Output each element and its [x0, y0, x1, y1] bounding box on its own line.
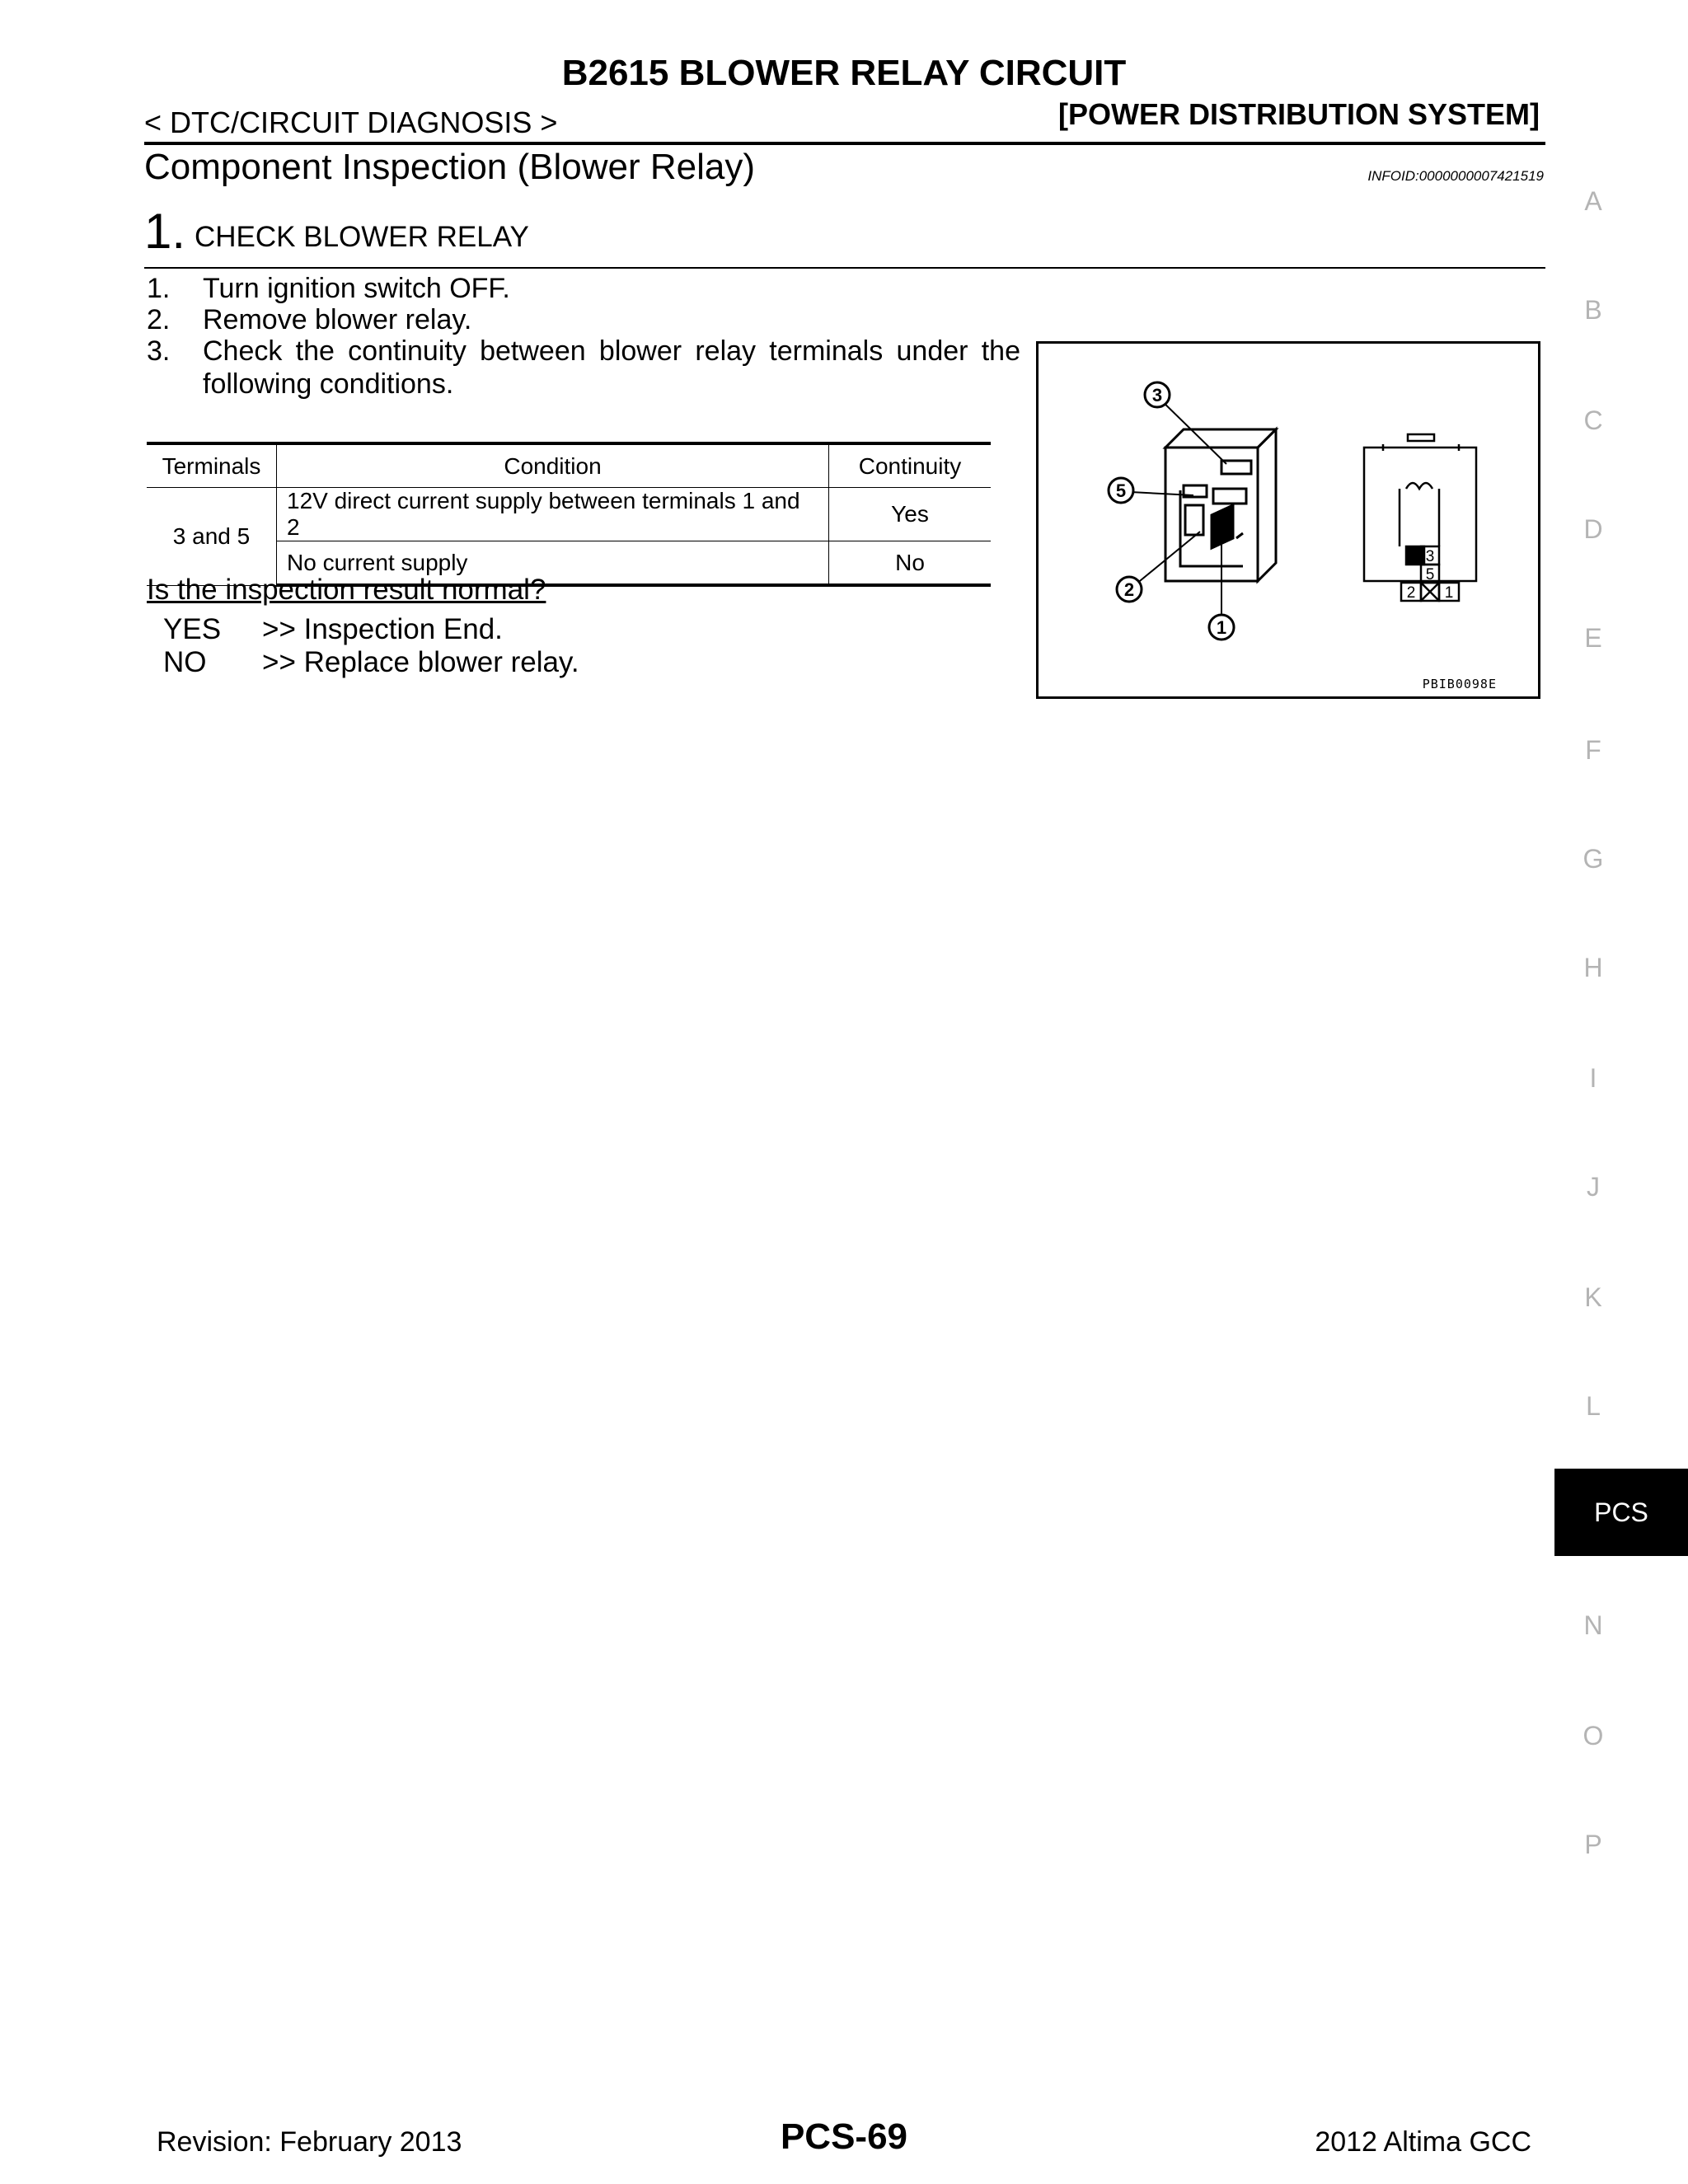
- footer-page-number: PCS-69: [780, 2116, 908, 2157]
- side-index-h[interactable]: H: [1583, 953, 1603, 982]
- side-index-e[interactable]: E: [1584, 623, 1602, 653]
- side-index-n[interactable]: N: [1583, 1610, 1603, 1640]
- table-cell-continuity: Yes: [829, 488, 992, 541]
- side-index-g[interactable]: G: [1582, 844, 1604, 874]
- inspection-table: [147, 442, 991, 587]
- side-index-o[interactable]: O: [1582, 1721, 1604, 1750]
- table-header-terminals: Terminals: [147, 443, 277, 488]
- instruction-item: [147, 272, 1020, 305]
- section-title: Component Inspection (Blower Relay): [144, 147, 756, 187]
- side-index-p[interactable]: P: [1584, 1830, 1602, 1859]
- answer-no-text: >> Replace blower relay.: [262, 646, 579, 678]
- side-index-d[interactable]: D: [1583, 514, 1603, 544]
- footer-revision: Revision: February 2013: [157, 2126, 462, 2158]
- info-id: INFOID:0000000007421519: [1367, 168, 1544, 184]
- instruction-item: [147, 335, 1020, 368]
- side-index-pcs-active[interactable]: PCS: [1554, 1469, 1688, 1556]
- side-index-k[interactable]: K: [1584, 1282, 1602, 1312]
- breadcrumb: < DTC/CIRCUIT DIAGNOSIS >: [144, 105, 558, 139]
- table-cell-condition: No current supply: [277, 541, 829, 586]
- instruction-text: Turn ignition switch OFF.: [203, 273, 510, 304]
- header-rule: [144, 142, 1545, 145]
- callout-3: 3: [1151, 385, 1163, 405]
- side-index-j[interactable]: J: [1587, 1172, 1600, 1202]
- instruction-text: Remove blower relay.: [203, 304, 472, 335]
- figure-id: PBIB0098E: [1422, 677, 1497, 691]
- side-index-f[interactable]: F: [1585, 735, 1601, 765]
- schematic-terminal-3: 3: [1425, 548, 1435, 565]
- schematic-terminal-2: 2: [1406, 584, 1416, 602]
- table-header-condition: Condition: [277, 443, 829, 488]
- relay-schematic: [1364, 434, 1476, 601]
- side-index-b[interactable]: B: [1584, 295, 1602, 325]
- instruction-number: 1.: [147, 273, 171, 304]
- blower-relay-figure: [1036, 341, 1540, 699]
- table-header-continuity: Continuity: [829, 443, 992, 488]
- side-index-c[interactable]: C: [1583, 405, 1603, 435]
- callout-2: 2: [1123, 579, 1135, 600]
- instruction-item: [147, 303, 1020, 336]
- callout-5: 5: [1115, 480, 1127, 501]
- instruction-item-continued: [147, 368, 1020, 401]
- instruction-number: 3.: [147, 335, 171, 367]
- inspection-question: Is the inspection result normal?: [147, 574, 546, 606]
- side-index-l[interactable]: L: [1586, 1391, 1601, 1421]
- schematic-terminal-1: 1: [1444, 584, 1454, 602]
- step-title: CHECK BLOWER RELAY: [195, 221, 529, 253]
- step-number: 1.: [144, 204, 186, 259]
- instruction-text: following conditions.: [203, 368, 454, 400]
- instruction-text: Check the continuity between blower relay terminals under the: [203, 335, 1020, 367]
- table-cell-terminals: 3 and 5: [147, 488, 277, 586]
- table-cell-continuity: No: [829, 541, 992, 586]
- callout-1: 1: [1216, 617, 1227, 638]
- table-row: [147, 488, 991, 541]
- relay-illustration: [1039, 344, 1538, 696]
- answer-yes-label: YES: [163, 613, 222, 645]
- system-label: [POWER DISTRIBUTION SYSTEM]: [1058, 97, 1540, 131]
- step-rule: [144, 267, 1545, 269]
- table-cell-condition: 12V direct current supply between terminals 1 and 2: [277, 488, 829, 541]
- footer-model: 2012 Altima GCC: [1315, 2126, 1531, 2158]
- document-title: B2615 BLOWER RELAY CIRCUIT: [561, 53, 1127, 93]
- instruction-number: 2.: [147, 304, 171, 335]
- answer-no-label: NO: [163, 646, 207, 678]
- answer-yes-text: >> Inspection End.: [262, 613, 503, 645]
- side-index-i[interactable]: I: [1589, 1063, 1597, 1093]
- schematic-terminal-5: 5: [1425, 566, 1435, 583]
- side-index-a[interactable]: A: [1584, 186, 1602, 216]
